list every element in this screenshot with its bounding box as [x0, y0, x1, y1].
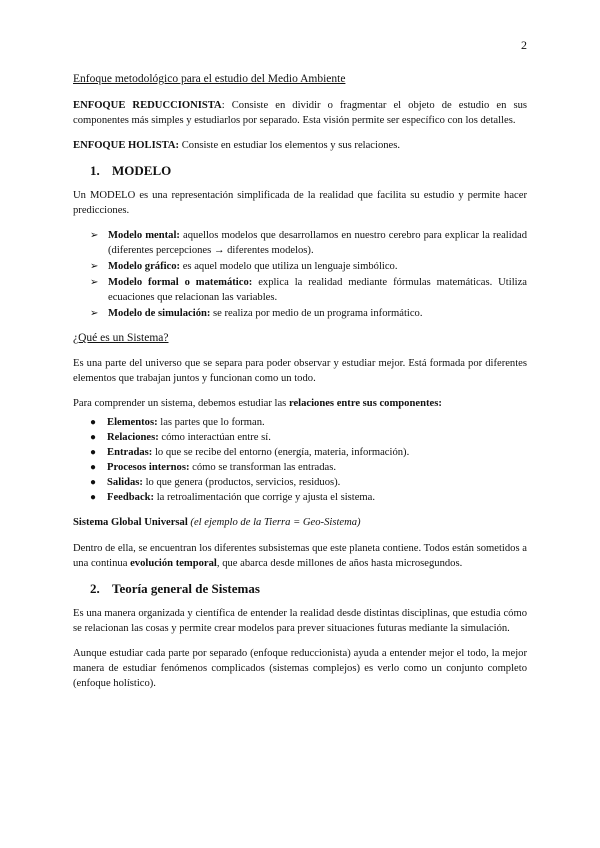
list-item: [90, 306, 527, 321]
item-label: Modelo gráfico:: [108, 261, 181, 272]
section-1-title: MODELO: [112, 163, 172, 178]
item-label: Procesos internos:: [107, 462, 190, 473]
sistema-lead: [73, 396, 527, 411]
item-text: las partes que lo forman.: [157, 417, 265, 428]
arrow-bullet-icon: ➢: [90, 308, 99, 319]
item-label: Salidas:: [107, 477, 143, 488]
list-item: [90, 259, 527, 274]
list-item: [90, 490, 527, 505]
list-item: [90, 445, 527, 460]
item-text: aquellos modelos que desarrollamos en nuestro cerebro para explicar la realidad (diferentes percepciones → diferentes modelos).: [108, 230, 527, 256]
item-label: Feedback:: [107, 492, 155, 503]
arrow-bullet-icon: ➢: [90, 230, 99, 241]
list-item: [90, 228, 527, 258]
bullet-icon: ●: [90, 462, 97, 473]
global-note: (el ejemplo de la Tierra = Geo-Sistema): [187, 517, 361, 528]
page-number: 2: [521, 38, 527, 52]
document-body: [73, 72, 527, 701]
item-label: Modelo mental:: [108, 230, 180, 241]
list-item: [90, 475, 527, 490]
section-2-number: 2.: [90, 581, 100, 596]
item-text: cómo se transforman las entradas.: [189, 462, 336, 473]
document-title: Enfoque metodológico para el estudio del Medio Ambiente: [73, 73, 346, 85]
item-text: es aquel modelo que utiliza un lenguaje simbólico.: [180, 261, 398, 272]
lead-text: Para comprender un sistema, debemos estudiar las: [73, 398, 289, 409]
sistema-definition: Es una parte del universo que se separa para poder observar y estudiar mejor. Está formada por diferentes elementos que trabajan juntos y funcionan como un todo.: [73, 358, 527, 384]
section-2-title: Teoría general de Sistemas: [112, 581, 260, 596]
item-text: cómo interactúan entre sí.: [158, 432, 271, 443]
bullet-icon: ●: [90, 432, 97, 443]
section-1-number: 1.: [90, 163, 100, 178]
arrow-bullet-icon: ➢: [90, 277, 99, 288]
model-types-list: [90, 228, 527, 321]
reduccionista-label: ENFOQUE REDUCCIONISTA: [73, 100, 222, 111]
holistico-paragraph: [73, 138, 527, 153]
item-text: explica la realidad mediante fórmulas matemáticas. Utiliza ecuaciones que relacionan las variables.: [108, 277, 527, 303]
list-item: [90, 460, 527, 475]
item-label: Modelo de simulación:: [108, 308, 211, 319]
list-item: [90, 275, 527, 305]
teoria-paragraph-2: Aunque estudiar cada parte por separado (enfoque reduccionista) ayuda a entender mejor el todo, la mejor manera de estudiar fenómenos complicados (sistemas complejos) es verlo como un conjunto completo (enfoque holístico).: [73, 648, 527, 689]
item-text: se realiza por medio de un programa informático.: [210, 308, 423, 319]
global-system-caption: [73, 515, 527, 530]
list-item: [90, 415, 527, 430]
lead-bold: relaciones entre sus componentes:: [288, 398, 442, 409]
holistico-label: ENFOQUE HOLISTA:: [73, 140, 180, 151]
arrow-bullet-icon: ➢: [90, 261, 99, 272]
reduccionista-paragraph: [73, 98, 527, 128]
bullet-icon: ●: [90, 417, 97, 428]
global-text-2: , que abarca desde millones de años hasta microsegundos.: [216, 558, 463, 569]
holistico-text: Consiste en estudiar los elementos y sus relaciones.: [179, 140, 401, 151]
item-label: Relaciones:: [107, 432, 159, 443]
item-label: Elementos:: [107, 417, 158, 428]
item-text: lo que genera (productos, servicios, residuos).: [142, 477, 341, 488]
sistema-subtitle: ¿Qué es un Sistema?: [73, 332, 169, 344]
bullet-icon: ●: [90, 477, 97, 488]
global-label: Sistema Global Universal: [73, 517, 188, 528]
components-list: [90, 415, 527, 505]
item-text: la retroalimentación que corrige y ajusta el sistema.: [154, 492, 375, 503]
global-text-1: Dentro de ella, se encuentran los diferentes subsistemas que este planeta contiene. Todos están sometidos a una continua: [73, 543, 527, 569]
bullet-icon: ●: [90, 447, 97, 458]
bullet-icon: ●: [90, 492, 97, 503]
item-label: Entradas:: [107, 447, 153, 458]
list-item: [90, 430, 527, 445]
global-bold: evolución temporal: [130, 558, 217, 569]
global-system-paragraph: [73, 541, 527, 571]
item-label: Modelo formal o matemático:: [108, 277, 253, 288]
section-2-heading: [73, 581, 527, 596]
reduccionista-text: : Consiste en dividir o fragmentar el objeto de estudio en sus componentes más simples y estudiarlos por separado. Esta visión permite ser específico con los detalles.: [73, 100, 527, 126]
modelo-intro: Un MODELO es una representación simplificada de la realidad que facilita su estudio y permite hacer predicciones.: [73, 190, 527, 216]
teoria-paragraph-1: Es una manera organizada y científica de entender la realidad desde distintas disciplinas, que estudia cómo se relacionan las cosas y permite crear modelos para prever situaciones futuras mediante la simulación.: [73, 608, 527, 634]
section-1-heading: [73, 163, 527, 178]
item-text: lo que se recibe del entorno (energía, materia, información).: [152, 447, 410, 458]
